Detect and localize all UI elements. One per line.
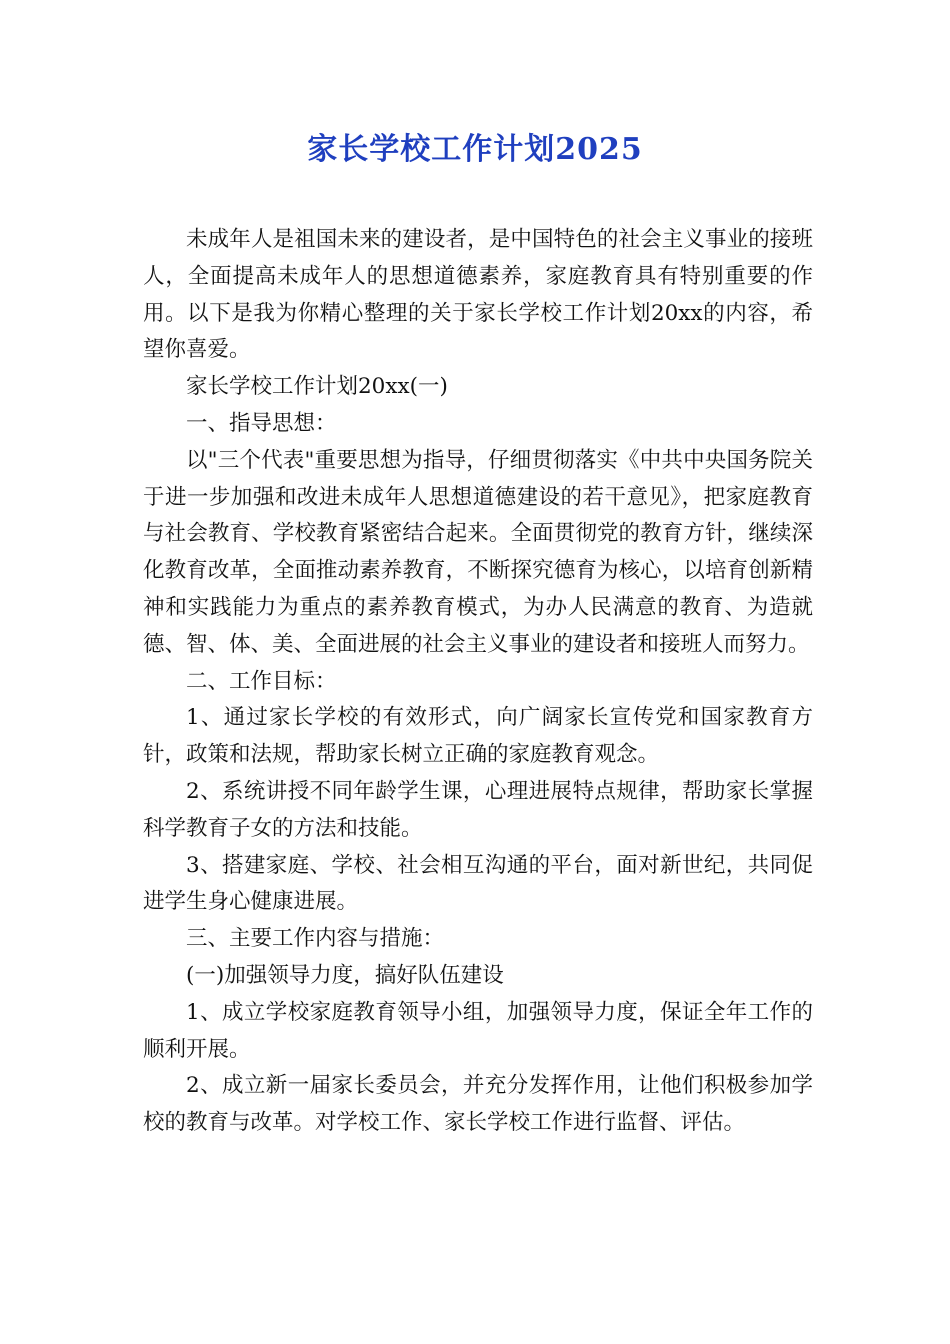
paragraph-goal-1: 1、通过家长学校的有效形式，向广阔家长宣传党和国家教育方针，政策和法规，帮助家长树立正确的家庭教育观念。: [143, 705, 813, 768]
heading-guiding-thought: 一、指导思想：: [186, 410, 337, 436]
heading-main-content: 三、主要工作内容与措施：: [186, 926, 445, 952]
document-title: 家长学校工作计划2025: [307, 132, 643, 167]
subheading-leadership: (一)加强领导力度，搞好队伍建设: [186, 962, 504, 988]
paragraph-intro: 未成年人是祖国未来的建设者，是中国特色的社会主义事业的接班人，全面提高未成年人的思想道德素养，家庭教育具有特别重要的作用。以下是我为你精心整理的关于家长学校工作计划20xx的内容，希望你喜爱。: [143, 227, 813, 363]
document-body: [143, 222, 813, 1142]
paragraph-section-heading: 家长学校工作计划20xx(一): [186, 374, 448, 400]
paragraph-goal-3: 3、搭建家庭、学校、社会相互沟通的平台，面对新世纪，共同促进学生身心健康进展。: [143, 852, 813, 915]
heading-work-goals: 二、工作目标：: [186, 668, 337, 694]
paragraph-guiding-thought: 以"三个代表"重要思想为指导，仔细贯彻落实《中共中央国务院关于进一步加强和改进未成年人思想道德建设的若干意见》，把家庭教育与社会教育、学校教育紧密结合起来。全面贯彻党的教育方针，继续深化教育改革，全面推动素养教育，不断探究德育为核心，以培育创新精神和实践能力为重点的素养教育模式，为办人民满意的教育、为造就德、智、体、美、全面进展的社会主义事业的建设者和接班人而努力。: [143, 447, 813, 657]
paragraph-goal-2: 2、系统讲授不同年龄学生课，心理进展特点规律，帮助家长掌握科学教育子女的方法和技能。: [143, 778, 813, 841]
paragraph-measure-2: 2、成立新一届家长委员会，并充分发挥作用，让他们积极参加学校的教育与改革。对学校工作、家长学校工作进行监督、评估。: [143, 1073, 813, 1136]
paragraph-measure-1: 1、成立学校家庭教育领导小组，加强领导力度，保证全年工作的顺利开展。: [143, 999, 813, 1062]
